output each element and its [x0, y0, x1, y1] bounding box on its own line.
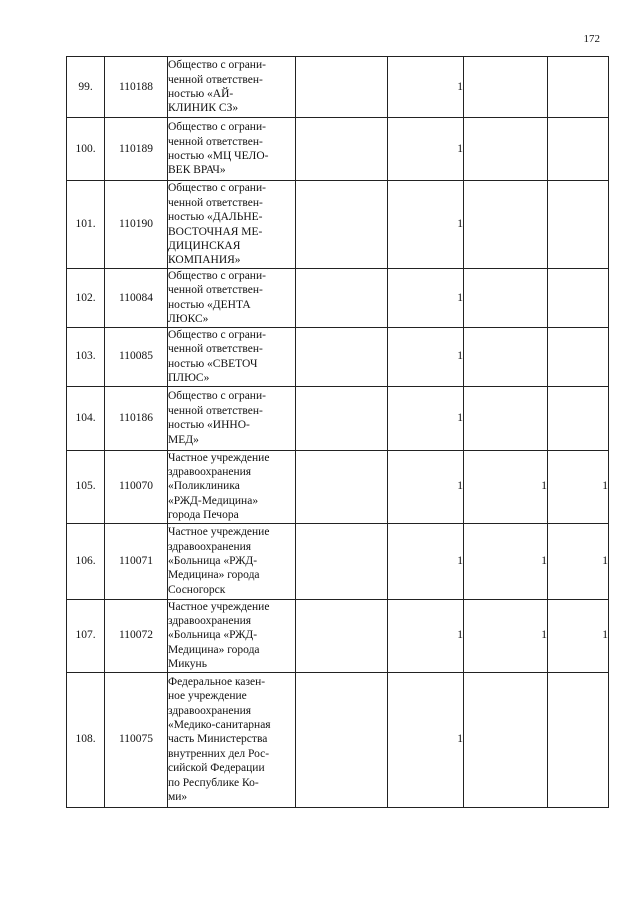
organization-name: Частное учреждение здравоохранения «Больница «РЖД- Медицина» города Микунь	[168, 599, 296, 672]
row-number: 108.	[67, 672, 105, 807]
table-row	[67, 327, 609, 386]
row-number: 102.	[67, 269, 105, 328]
value-cell	[464, 57, 548, 118]
row-code: 110072	[105, 599, 168, 672]
table-row	[67, 523, 609, 599]
table-row	[67, 118, 609, 181]
row-code: 110188	[105, 57, 168, 118]
value-cell	[548, 672, 609, 807]
organization-name: Федеральное казен- ное учреждение здравоохранения «Медико-санитарная часть Министерства внутренних дел Рос- сийской Федерации по Республике Ко- ми»	[168, 672, 296, 807]
row-code: 110189	[105, 118, 168, 181]
organization-name: Общество с ограни- ченной ответствен- ностью «ИННО- МЕД»	[168, 386, 296, 450]
value-cell: 1	[388, 181, 464, 269]
organization-name: Общество с ограни- ченной ответствен- ностью «ДАЛЬНЕ- ВОСТОЧНАЯ МЕ- ДИЦИНСКАЯ КОМПАНИЯ»	[168, 181, 296, 269]
value-cell	[296, 269, 388, 328]
value-cell	[296, 118, 388, 181]
value-cell: 1	[548, 450, 609, 523]
value-cell	[464, 386, 548, 450]
table-row	[67, 599, 609, 672]
value-cell: 1	[388, 672, 464, 807]
value-cell	[464, 181, 548, 269]
row-number: 107.	[67, 599, 105, 672]
value-cell	[548, 386, 609, 450]
organization-name: Общество с ограни- ченной ответствен- ностью «АЙ- КЛИНИК СЗ»	[168, 57, 296, 118]
row-number: 106.	[67, 523, 105, 599]
registry-table	[66, 56, 609, 808]
value-cell	[548, 269, 609, 328]
row-code: 110186	[105, 386, 168, 450]
value-cell	[464, 269, 548, 328]
row-number: 100.	[67, 118, 105, 181]
row-number: 99.	[67, 57, 105, 118]
row-code: 110070	[105, 450, 168, 523]
organization-name: Общество с ограни- ченной ответствен- ностью «МЦ ЧЕЛО- ВЕК ВРАЧ»	[168, 118, 296, 181]
value-cell: 1	[464, 523, 548, 599]
value-cell	[464, 327, 548, 386]
value-cell	[548, 118, 609, 181]
value-cell	[296, 523, 388, 599]
row-code: 110085	[105, 327, 168, 386]
row-code: 110084	[105, 269, 168, 328]
row-code: 110190	[105, 181, 168, 269]
value-cell: 1	[548, 523, 609, 599]
table-row	[67, 269, 609, 328]
value-cell: 1	[388, 327, 464, 386]
table-row	[67, 386, 609, 450]
value-cell	[548, 181, 609, 269]
value-cell: 1	[464, 599, 548, 672]
row-number: 104.	[67, 386, 105, 450]
row-code: 110071	[105, 523, 168, 599]
value-cell	[548, 57, 609, 118]
value-cell: 1	[388, 118, 464, 181]
value-cell: 1	[388, 386, 464, 450]
value-cell	[296, 327, 388, 386]
value-cell: 1	[388, 599, 464, 672]
table-row	[67, 450, 609, 523]
organization-name: Частное учреждение здравоохранения «Больница «РЖД- Медицина» города Сосногорск	[168, 523, 296, 599]
value-cell: 1	[464, 450, 548, 523]
row-number: 105.	[67, 450, 105, 523]
organization-name: Общество с ограни- ченной ответствен- ностью «СВЕТОЧ ПЛЮС»	[168, 327, 296, 386]
value-cell: 1	[388, 523, 464, 599]
table-row	[67, 181, 609, 269]
value-cell	[296, 599, 388, 672]
value-cell	[296, 672, 388, 807]
organization-name: Частное учреждение здравоохранения «Поликлиника «РЖД-Медицина» города Печора	[168, 450, 296, 523]
value-cell	[464, 672, 548, 807]
value-cell	[296, 450, 388, 523]
row-number: 101.	[67, 181, 105, 269]
row-number: 103.	[67, 327, 105, 386]
value-cell: 1	[548, 599, 609, 672]
value-cell	[548, 327, 609, 386]
organization-name: Общество с ограни- ченной ответствен- ностью «ДЕНТА ЛЮКС»	[168, 269, 296, 328]
value-cell	[464, 118, 548, 181]
table-row	[67, 672, 609, 807]
value-cell	[296, 386, 388, 450]
value-cell: 1	[388, 269, 464, 328]
value-cell: 1	[388, 450, 464, 523]
value-cell: 1	[388, 57, 464, 118]
page-number: 172	[583, 33, 600, 45]
value-cell	[296, 181, 388, 269]
table-row	[67, 57, 609, 118]
value-cell	[296, 57, 388, 118]
row-code: 110075	[105, 672, 168, 807]
